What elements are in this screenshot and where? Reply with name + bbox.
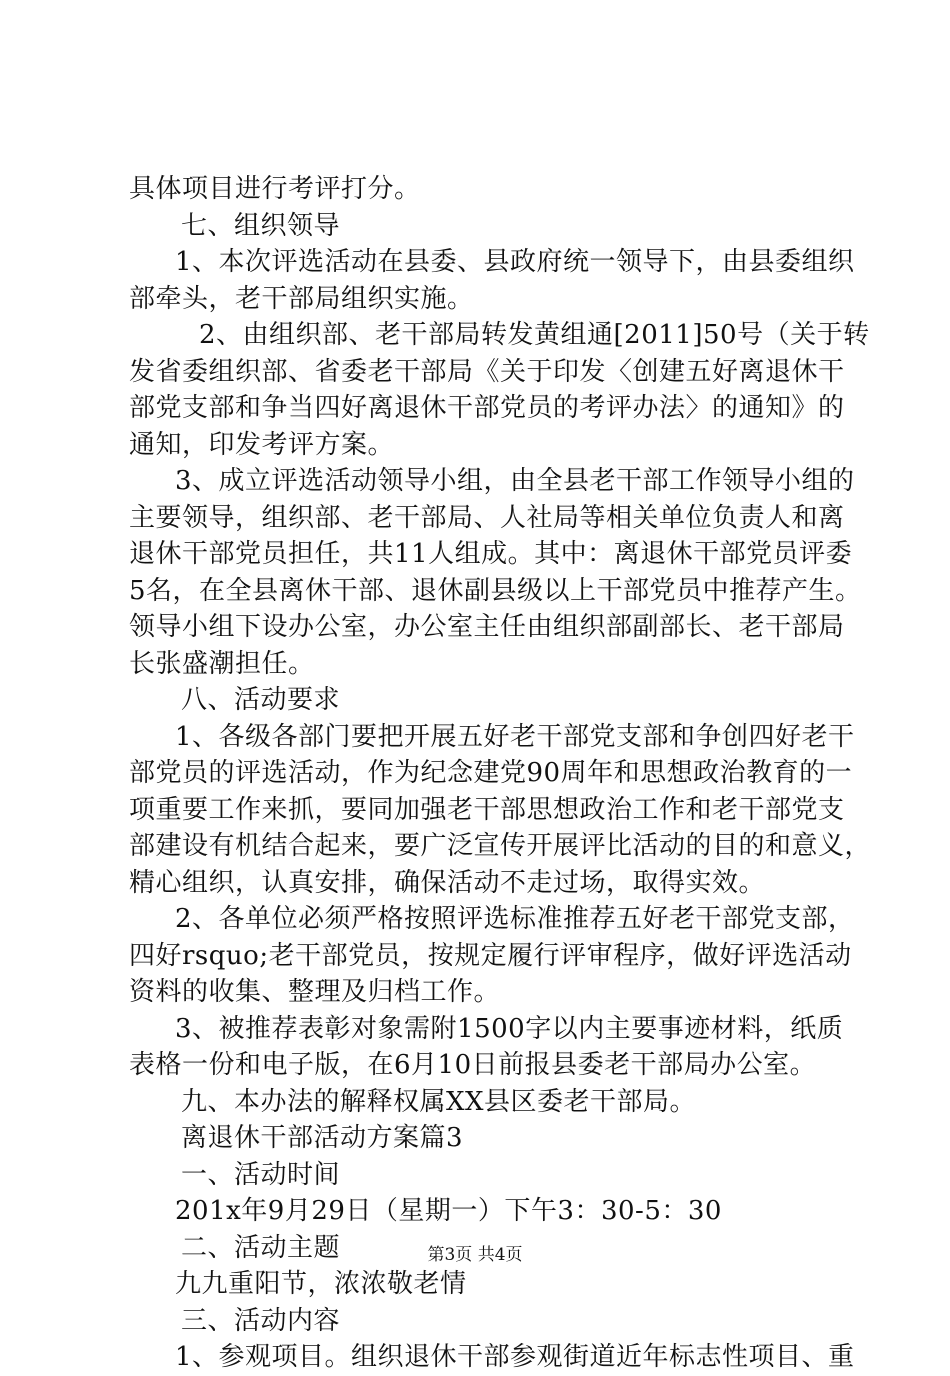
section-heading: 二、活动主题 (181, 1232, 341, 1263)
paragraph-line: 2、各单位必须严格按照评选标准推荐五好老干部党支部， (175, 904, 855, 934)
section-heading: 八、活动要求 (181, 685, 341, 715)
section-heading: 一、活动时间 (181, 1159, 341, 1190)
article-title: 离退休干部活动方案篇3 (181, 1123, 464, 1153)
paragraph-line: 2、由组织部、老干部局转发黄组通[2011]50号（关于转 (199, 320, 870, 350)
paragraph-line: 1、参观项目。组织退休干部参观街道近年标志性项目、重 (175, 1342, 855, 1372)
document-body (129, 171, 872, 1376)
paragraph-line: 项重要工作来抓，要同加强老干部思想政治工作和老干部党支 (129, 794, 845, 825)
page-footer: 第3页 共4页 (427, 1245, 523, 1265)
section-heading: 九、本办法的解释权属XX县区委老干部局。 (181, 1086, 697, 1117)
section-heading: 七、组织领导 (181, 210, 341, 241)
paragraph-line: 部牵头，老干部局组织实施。 (129, 283, 474, 314)
paragraph-line: 领导小组下设办公室，办公室主任由组织部副部长、老干部局 (129, 612, 845, 642)
paragraph-line: 主要领导，组织部、老干部局、人社局等相关单位负责人和离 (129, 502, 845, 533)
paragraph-line: 3、成立评选活动领导小组，由全县老干部工作领导小组的 (175, 466, 855, 496)
paragraph-line: 具体项目进行考评打分。 (129, 174, 421, 204)
paragraph-line: 201x年9月29日（星期一）下午3：30-5：30 (175, 1196, 722, 1226)
paragraph-line: 长张盛潮担任。 (129, 648, 315, 679)
paragraph-line: 通知，印发考评方案。 (129, 429, 395, 460)
paragraph-line: 九九重阳节，浓浓敬老情 (175, 1269, 467, 1299)
paragraph-line: 5名，在全县离休干部、退休副县级以上干部党员中推荐产生。 (129, 575, 862, 606)
paragraph-line: 1、各级各部门要把开展五好老干部党支部和争创四好老干 (175, 721, 855, 752)
paragraph-line: 3、被推荐表彰对象需附1500字以内主要事迹材料，纸质 (175, 1013, 844, 1044)
section-heading: 三、活动内容 (181, 1305, 341, 1336)
paragraph-line: 部党员的评选活动，作为纪念建党90周年和思想政治教育的一 (129, 758, 853, 788)
paragraph-line: 表格一份和电子版，在6月10日前报县委老干部局办公室。 (129, 1050, 817, 1080)
paragraph-line: 退休干部党员担任，共11人组成。其中：离退休干部党员评委 (129, 539, 853, 569)
paragraph-line: 1、本次评选活动在县委、县政府统一领导下，由县委组织 (175, 247, 855, 277)
paragraph-line: 部建设有机结合起来，要广泛宣传开展评比活动的目的和意义， (129, 831, 872, 861)
paragraph-line: 发省委组织部、省委老干部局《关于印发〈创建五好离退休干 (129, 356, 845, 387)
paragraph-line: 精心组织，认真安排，确保活动不走过场，取得实效。 (129, 867, 766, 898)
paragraph-line: 部党支部和争当四好离退休干部党员的考评办法〉的通知》的 (129, 393, 845, 423)
paragraph-line: 四好rsquo;老干部党员，按规定履行评审程序，做好评选活动 (129, 940, 852, 971)
paragraph-line: 资料的收集、整理及归档工作。 (129, 977, 501, 1007)
